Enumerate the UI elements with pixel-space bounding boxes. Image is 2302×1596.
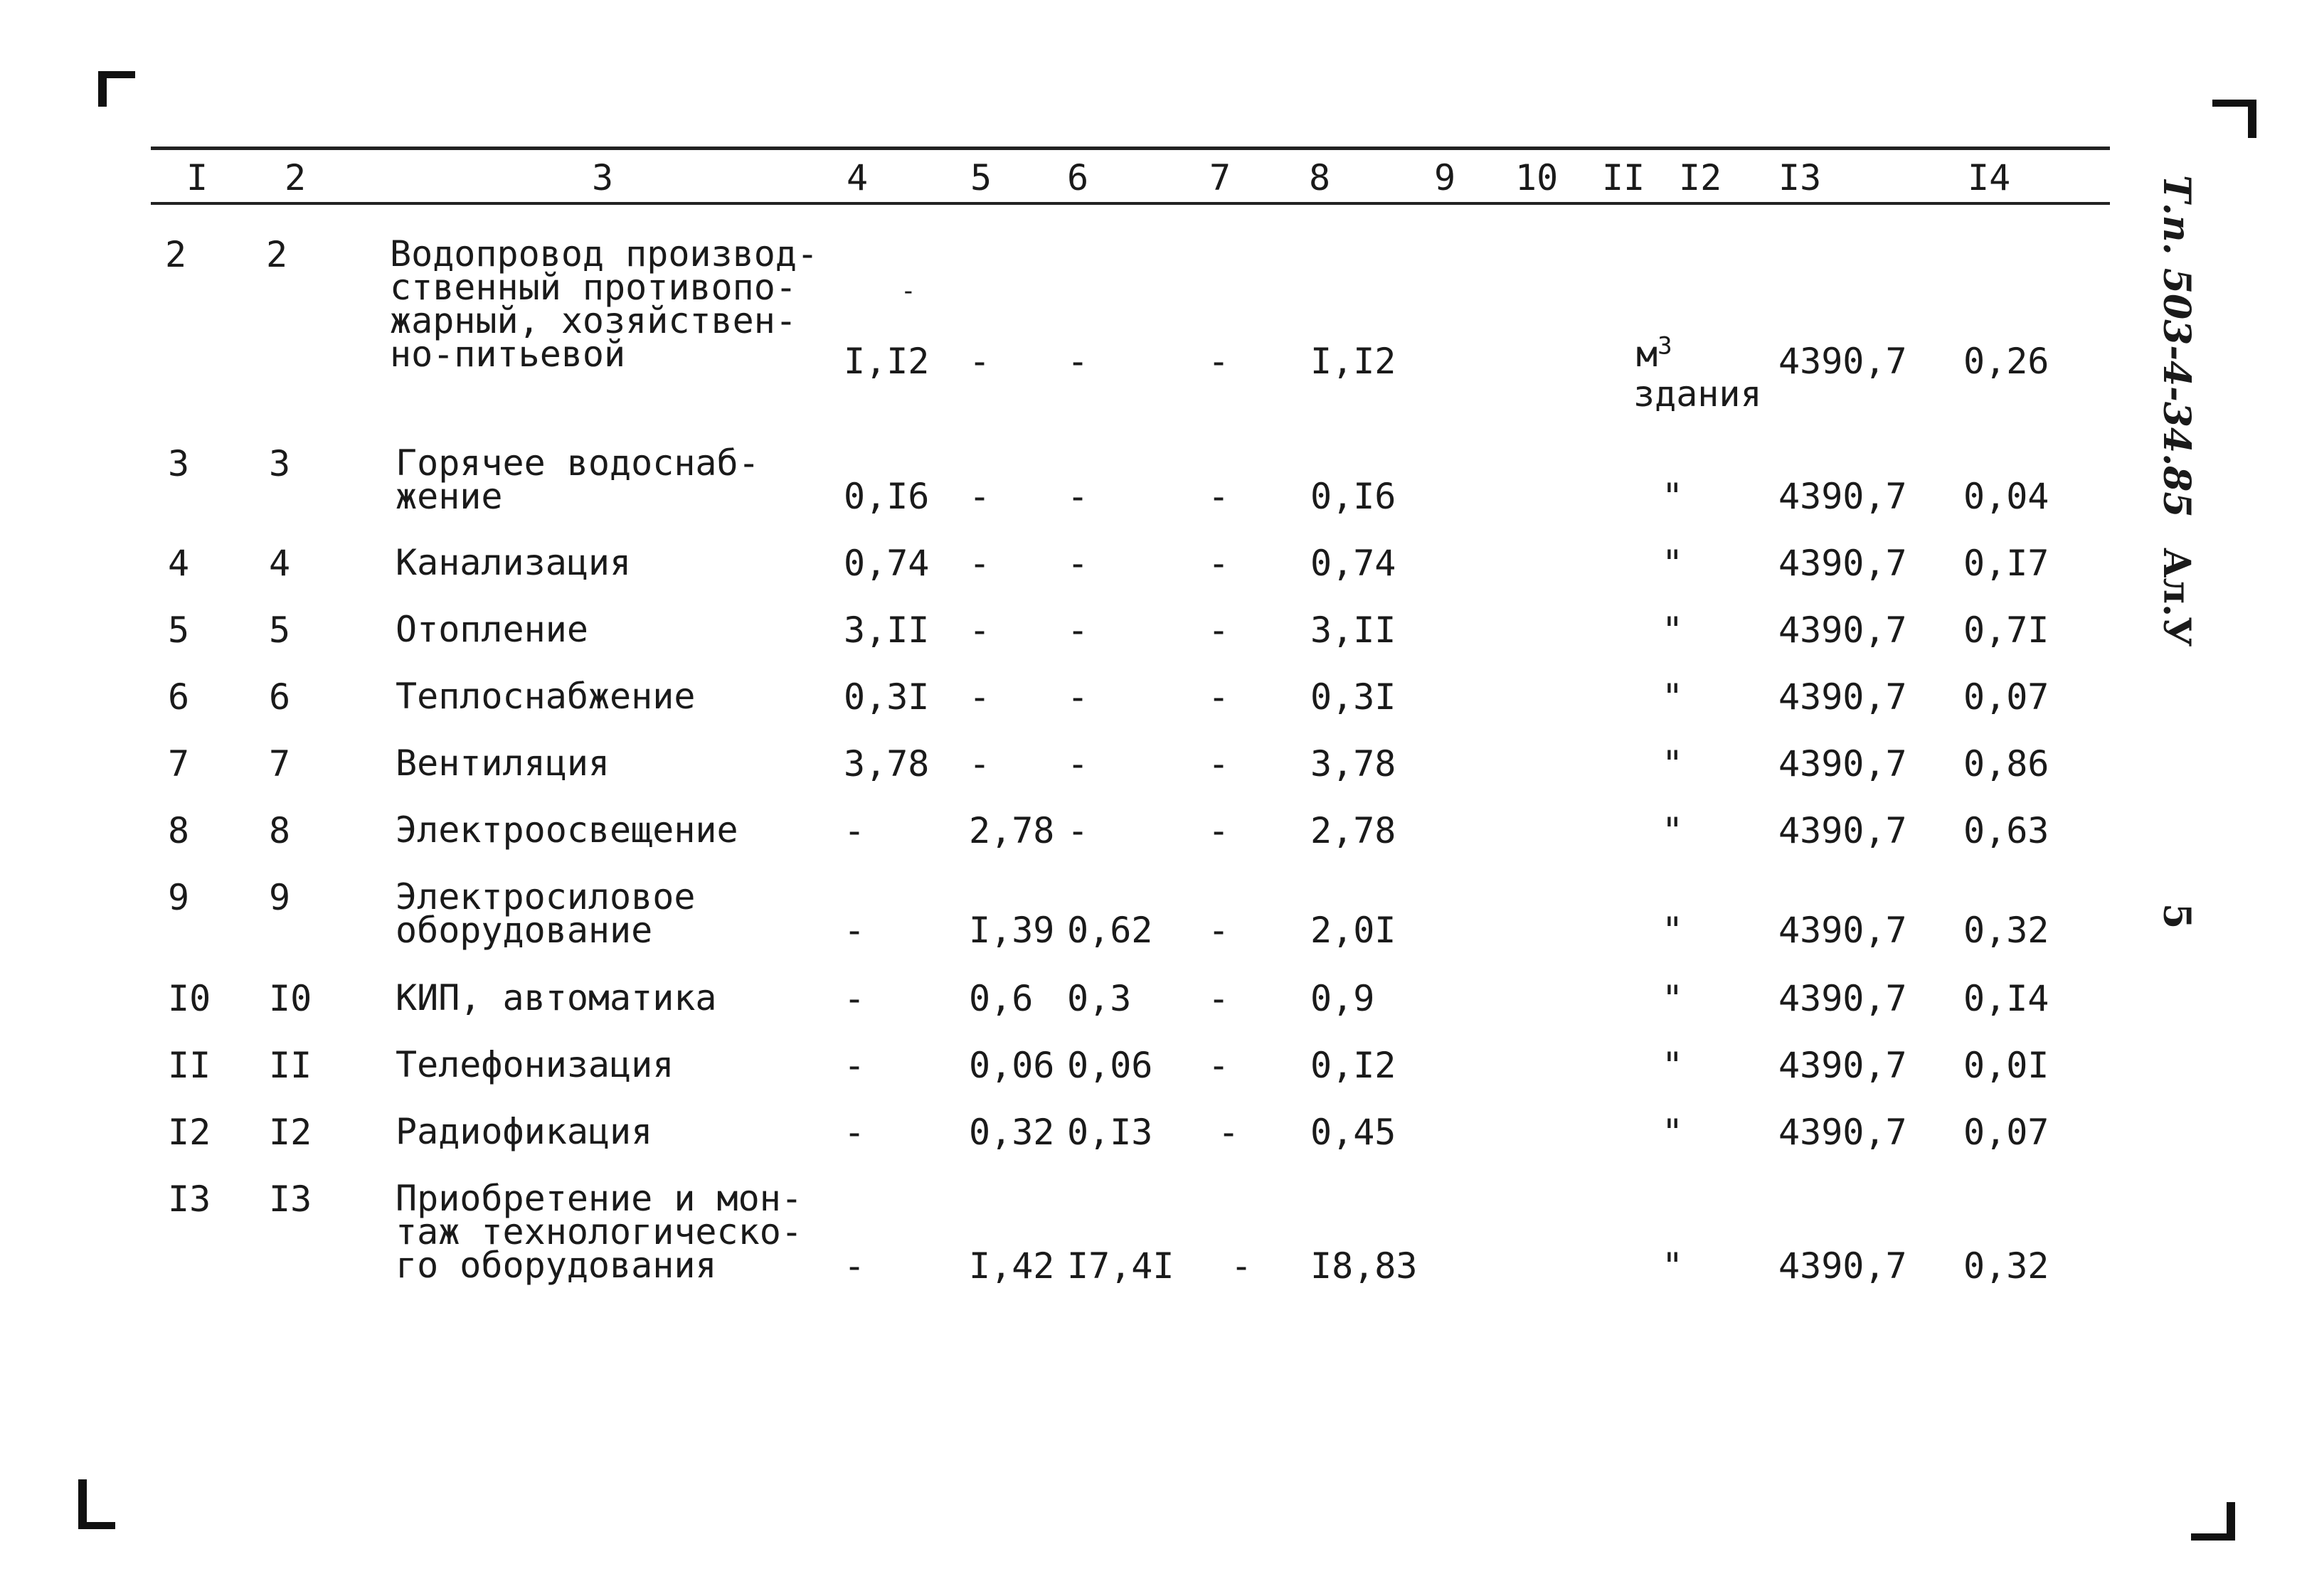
row-index: I0 xyxy=(269,978,312,1019)
row-name: Телефонизация xyxy=(396,1044,674,1085)
ditto-mark: " xyxy=(1662,610,1684,651)
value-col-6: 0,62 xyxy=(1067,910,1153,951)
crop-mark-top-left xyxy=(98,71,135,107)
value-col-6: - xyxy=(1067,341,1089,382)
header-col-2: 2 xyxy=(285,157,307,198)
value-col-5: - xyxy=(969,610,991,651)
value-col-7: - xyxy=(1208,1045,1230,1086)
row-index: I3 xyxy=(269,1179,312,1220)
value-col-13: 4390,7 xyxy=(1778,676,1907,718)
ditto-mark: " xyxy=(1662,1245,1684,1287)
row-name: Теплоснабжение xyxy=(396,676,696,717)
value-col-7: - xyxy=(1218,1112,1240,1153)
crop-mark-bottom-right xyxy=(2191,1502,2235,1541)
value-col-14: 0,I4 xyxy=(1963,978,2049,1019)
row-index: II xyxy=(269,1045,312,1086)
value-col-14: 0,63 xyxy=(1963,810,2049,851)
row-name: Электросиловое оборудование xyxy=(396,876,696,951)
row-name: Канализация xyxy=(396,542,632,583)
row-name: Радиофикация xyxy=(396,1111,653,1152)
header-col-9: 9 xyxy=(1434,157,1456,198)
value-col-8: 2,78 xyxy=(1310,810,1396,851)
header-col-8: 8 xyxy=(1309,157,1331,198)
value-col-6: I7,4I xyxy=(1067,1245,1174,1287)
value-col-4: - xyxy=(844,1112,866,1153)
header-col-3: 3 xyxy=(592,157,614,198)
value-col-8: 0,74 xyxy=(1310,543,1396,584)
row-name: Приобретение и мон- таж технологическо- го оборудования xyxy=(396,1178,802,1286)
ditto-mark: " xyxy=(1662,810,1684,851)
row-number: 4 xyxy=(168,543,190,584)
value-col-5: 2,78 xyxy=(969,810,1055,851)
value-col-5: I,39 xyxy=(969,910,1055,951)
value-col-7: - xyxy=(1208,610,1230,651)
value-col-5: - xyxy=(969,743,991,784)
row-name: Отопление xyxy=(396,609,588,650)
value-col-6: - xyxy=(1067,543,1089,584)
row-index: 9 xyxy=(269,877,291,918)
ditto-mark: " xyxy=(1662,1112,1684,1153)
value-col-14: 0,32 xyxy=(1963,910,2049,951)
unit-label xyxy=(1636,331,1672,375)
value-col-13: 4390,7 xyxy=(1778,1245,1907,1287)
value-col-13: 4390,7 xyxy=(1778,476,1907,517)
value-col-8: 2,0I xyxy=(1310,910,1396,951)
row-number: 5 xyxy=(168,610,190,651)
value-col-4: I,I2 xyxy=(844,341,930,382)
value-col-13: 4390,7 xyxy=(1778,1112,1907,1153)
stray-mark: - xyxy=(901,277,916,306)
value-col-14: 0,86 xyxy=(1963,743,2049,784)
value-col-6: - xyxy=(1067,810,1089,851)
header-col-5: 5 xyxy=(970,157,992,198)
row-index: 8 xyxy=(269,810,291,851)
value-col-4: - xyxy=(844,810,866,851)
value-col-8: 3,78 xyxy=(1310,743,1396,784)
value-col-14: 0,07 xyxy=(1963,676,2049,718)
value-col-14: 0,0I xyxy=(1963,1045,2049,1086)
value-col-6: 0,3 xyxy=(1067,978,1132,1019)
row-index: 5 xyxy=(269,610,291,651)
value-col-7: - xyxy=(1208,743,1230,784)
value-col-5: - xyxy=(969,341,991,382)
value-col-8: 0,3I xyxy=(1310,676,1396,718)
value-col-13: 4390,7 xyxy=(1778,743,1907,784)
header-col-4: 4 xyxy=(847,157,869,198)
crop-mark-top-right xyxy=(2212,100,2256,138)
unit-base: м xyxy=(1636,334,1658,375)
header-col-10: 10 xyxy=(1515,157,1559,198)
value-col-5: - xyxy=(969,476,991,517)
page-number: 5 xyxy=(2155,903,2198,930)
value-col-7: - xyxy=(1208,810,1230,851)
table-top-rule xyxy=(151,147,2110,150)
sheet-label: Ал.У xyxy=(2155,548,2198,647)
value-col-7: - xyxy=(1208,978,1230,1019)
value-col-4: - xyxy=(844,978,866,1019)
value-col-6: - xyxy=(1067,743,1089,784)
row-number: I3 xyxy=(168,1179,211,1220)
value-col-7: - xyxy=(1208,476,1230,517)
row-index: 6 xyxy=(269,676,291,718)
document-code: Т.п. 503-4-34.85 xyxy=(2155,175,2198,518)
unit-sublabel: здания xyxy=(1633,373,1762,415)
row-number: I0 xyxy=(168,978,211,1019)
value-col-14: 0,07 xyxy=(1963,1112,2049,1153)
row-number: 8 xyxy=(168,810,190,851)
value-col-8: I8,83 xyxy=(1310,1245,1418,1287)
value-col-4: 0,3I xyxy=(844,676,930,718)
value-col-7: - xyxy=(1208,543,1230,584)
value-col-13: 4390,7 xyxy=(1778,978,1907,1019)
crop-mark-bottom-left xyxy=(78,1479,115,1529)
value-col-4: 0,74 xyxy=(844,543,930,584)
row-index: 3 xyxy=(269,443,291,484)
header-col-7: 7 xyxy=(1209,157,1231,198)
value-col-5: 0,32 xyxy=(969,1112,1055,1153)
row-name: Электроосвещение xyxy=(396,809,738,851)
value-col-13: 4390,7 xyxy=(1778,610,1907,651)
value-col-6: - xyxy=(1067,610,1089,651)
header-col-1: I xyxy=(186,157,208,198)
ditto-mark: " xyxy=(1662,978,1684,1019)
row-name: Водопровод производ- ственный противопо- жарный, хозяйствен- но-питьевой xyxy=(390,233,819,375)
row-number: I2 xyxy=(168,1112,211,1153)
header-col-12: I2 xyxy=(1679,157,1722,198)
value-col-5: - xyxy=(969,676,991,718)
value-col-14: 0,32 xyxy=(1963,1245,2049,1287)
header-col-14: I4 xyxy=(1968,157,2011,198)
value-col-8: 0,45 xyxy=(1310,1112,1396,1153)
value-col-4: 3,II xyxy=(844,610,930,651)
value-col-7: - xyxy=(1208,910,1230,951)
row-number: 7 xyxy=(168,743,190,784)
value-col-4: 0,I6 xyxy=(844,476,930,517)
ditto-mark: " xyxy=(1662,543,1684,584)
row-number: 3 xyxy=(168,443,190,484)
value-col-8: I,I2 xyxy=(1310,341,1396,382)
value-col-6: 0,06 xyxy=(1067,1045,1153,1086)
unit-superscript: 3 xyxy=(1657,331,1672,361)
row-name: Горячее водоснаб- жение xyxy=(396,442,760,517)
value-col-13: 4390,7 xyxy=(1778,1045,1907,1086)
value-col-13: 4390,7 xyxy=(1778,543,1907,584)
header-col-13: I3 xyxy=(1778,157,1822,198)
value-col-8: 0,I6 xyxy=(1310,476,1396,517)
row-name: КИП, автоматика xyxy=(396,977,717,1018)
ditto-mark: " xyxy=(1662,1045,1684,1086)
row-index: 2 xyxy=(266,234,288,275)
header-col-6: 6 xyxy=(1067,157,1089,198)
value-col-5: 0,6 xyxy=(969,978,1034,1019)
value-col-8: 0,I2 xyxy=(1310,1045,1396,1086)
value-col-14: 0,I7 xyxy=(1963,543,2049,584)
ditto-mark: " xyxy=(1662,476,1684,517)
header-col-11: II xyxy=(1602,157,1645,198)
ditto-mark: " xyxy=(1662,743,1684,784)
value-col-8: 3,II xyxy=(1310,610,1396,651)
value-col-7: - xyxy=(1208,676,1230,718)
value-col-8: 0,9 xyxy=(1310,978,1375,1019)
value-col-5: I,42 xyxy=(969,1245,1055,1287)
value-col-4: - xyxy=(844,1045,866,1086)
value-col-14: 0,04 xyxy=(1963,476,2049,517)
row-number: II xyxy=(168,1045,211,1086)
ditto-mark: " xyxy=(1662,910,1684,951)
value-col-13: 4390,7 xyxy=(1778,910,1907,951)
value-col-13: 4390,7 xyxy=(1778,810,1907,851)
value-col-6: - xyxy=(1067,676,1089,718)
row-name: Вентиляция xyxy=(396,743,610,784)
value-col-7: - xyxy=(1231,1245,1253,1287)
value-col-13: 4390,7 xyxy=(1778,341,1907,382)
value-col-6: - xyxy=(1067,476,1089,517)
row-index: 4 xyxy=(269,543,291,584)
value-col-6: 0,I3 xyxy=(1067,1112,1153,1153)
row-number: 9 xyxy=(168,877,190,918)
value-col-14: 0,26 xyxy=(1963,341,2049,382)
row-number: 6 xyxy=(168,676,190,718)
ditto-mark: " xyxy=(1662,676,1684,718)
value-col-14: 0,7I xyxy=(1963,610,2049,651)
value-col-4: 3,78 xyxy=(844,743,930,784)
row-number: 2 xyxy=(165,234,187,275)
value-col-5: 0,06 xyxy=(969,1045,1055,1086)
value-col-7: - xyxy=(1208,341,1230,382)
value-col-4: - xyxy=(844,910,866,951)
value-col-4: - xyxy=(844,1245,866,1287)
value-col-5: - xyxy=(969,543,991,584)
row-index: 7 xyxy=(269,743,291,784)
table-header-rule xyxy=(151,202,2110,205)
row-index: I2 xyxy=(269,1112,312,1153)
